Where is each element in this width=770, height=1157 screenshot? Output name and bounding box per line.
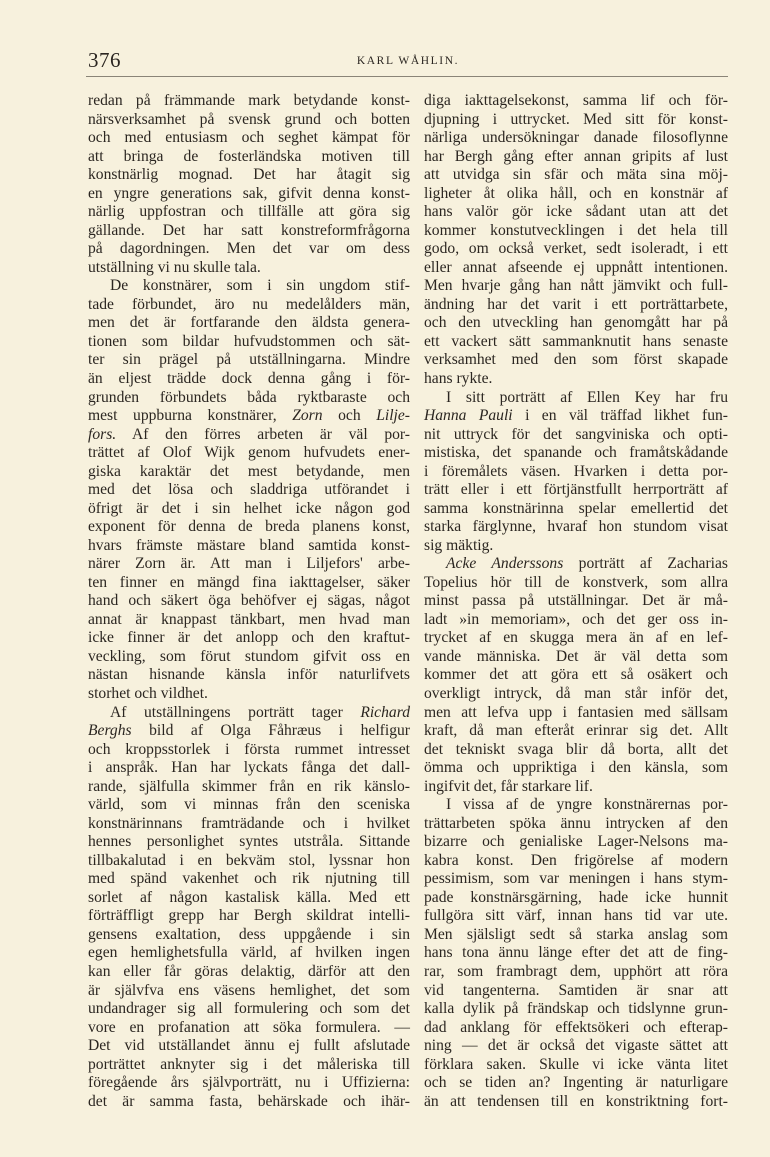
- text-segment: De konstnärer, som i sin ungdom stif-: [110, 277, 410, 295]
- text-line: [424, 778, 728, 797]
- text-line: [424, 259, 728, 278]
- text-line: [424, 685, 728, 704]
- text-line: [88, 815, 410, 834]
- text-line: [424, 796, 728, 815]
- text-segment: än eljest trädde dock denna gång i för-: [88, 369, 410, 387]
- text-line: [424, 722, 728, 741]
- text-segment: redan på främmande mark betydande konst-: [88, 92, 410, 109]
- text-line: [88, 982, 410, 1001]
- text-segment: öfrigt är det i sin helhet icke någon god: [88, 499, 410, 517]
- text-segment: det tekniskt svaga blir då borta, allt det: [424, 740, 728, 758]
- text-segment: Men hvarje gång han nått jämvikt och full-: [424, 277, 728, 295]
- text-line: [88, 944, 410, 963]
- text-segment: ändning har det varit i ett porträttarbete,: [424, 295, 728, 313]
- text-segment: ten finner en mängd fina iakttagelser, säker: [88, 573, 410, 591]
- text-line: [424, 518, 728, 537]
- text-segment: utställning vi nu skulle tala.: [88, 258, 261, 276]
- text-segment: nit uttryck för det sangviniska och opti-: [424, 425, 728, 443]
- text-segment: Men själsligt sedt så starka anslag som: [424, 925, 728, 943]
- text-line: [88, 92, 410, 111]
- text-segment: diga iakttagelsekonst, samma lif och för-: [424, 92, 728, 109]
- text-line: [424, 92, 728, 111]
- text-segment: giska karaktär det mest betydande, men: [88, 462, 410, 480]
- italic-name: Zorn: [292, 407, 323, 425]
- text-line: [424, 759, 728, 778]
- text-line: [424, 370, 728, 389]
- text-segment: ning — det är också det vigaste sättet att: [424, 1037, 728, 1055]
- text-segment: Topelius hör till de konstverk, som allra: [424, 573, 728, 591]
- text-line: [88, 778, 410, 797]
- text-line: [88, 592, 410, 611]
- text-line: [424, 982, 728, 1001]
- text-segment: men att lefva upp i fantasien med sällsam: [424, 703, 728, 721]
- text-segment: kabra konst. Den frigörelse af modern: [424, 851, 728, 869]
- text-line: [424, 537, 728, 556]
- text-line: [424, 111, 728, 130]
- text-segment: porträttet anknyter sig i det måleriska till: [88, 1055, 410, 1073]
- text-segment: värld, som vi minnas från den sceniska: [88, 796, 410, 814]
- text-segment: är självfva ens väsens hemlighet, det som: [88, 981, 410, 999]
- text-segment: vande människa. Det är väl detta som: [424, 647, 728, 665]
- text-segment: hans valör gör icke sådant utan att det: [424, 203, 728, 221]
- text-line: [88, 926, 410, 945]
- text-segment: exponent för denna de breda planens konst,: [88, 518, 410, 536]
- text-line: [424, 926, 728, 945]
- text-line: [88, 259, 410, 278]
- text-line: [424, 129, 728, 148]
- text-line: [88, 314, 410, 333]
- text-line: [88, 574, 410, 593]
- text-segment: pade konstnärsgärning, hade icke hunnit: [424, 888, 728, 906]
- text-line: [424, 555, 728, 574]
- text-line: [88, 1019, 410, 1038]
- text-segment: konstnärinnans framträdande och i hvilket: [88, 814, 410, 832]
- text-segment: annat är knappast tänkbart, men hvad man: [88, 610, 410, 628]
- text-line: [88, 1000, 410, 1019]
- text-line: [88, 796, 410, 815]
- text-segment: mest uppburna konstnärer,: [88, 407, 293, 425]
- text-segment: än att tendensen till en konstriktning fort-: [424, 1092, 728, 1110]
- text-segment: konstnärlig mognad. Det har åtagit sig: [88, 166, 410, 184]
- text-segment: hvars främste mästare bland samtida konst-: [88, 536, 410, 554]
- text-segment: eller annat afseende ej uppnått intentionen.: [424, 258, 728, 276]
- text-segment: med spänd vakenhet och rik njutning till: [88, 870, 410, 888]
- text-segment: ligheter åt olika håll, och en konstnär af: [424, 184, 728, 202]
- text-line: [424, 704, 728, 723]
- text-segment: kalla dylik på frändskap och tidslynne grun-: [424, 1000, 728, 1018]
- text-line: [88, 129, 410, 148]
- italic-name: Hanna Pauli: [424, 407, 513, 425]
- text-line: [88, 1037, 410, 1056]
- text-segment: ter sin prägel på utställningarna. Mindre: [88, 351, 410, 369]
- text-segment: Af utställningens porträtt tager: [110, 703, 361, 721]
- text-line: [88, 240, 410, 259]
- text-segment: att utvidga sin sfär och mäta sina möj-: [424, 166, 728, 184]
- text-segment: och den utveckling han genomgått har på: [424, 314, 728, 332]
- text-segment: ett vackert sätt sammanknutit hans senaste: [424, 332, 728, 350]
- text-segment: i en väl träffad likhet fun-: [512, 407, 728, 425]
- text-segment: storhet och vildhet.: [88, 685, 208, 702]
- text-segment: föregående års självporträtt, nu i Uffizierna:: [88, 1074, 410, 1092]
- text-line: [88, 833, 410, 852]
- text-segment: en yngre generations sak, gifvit denna konst-: [88, 184, 410, 202]
- text-line: [424, 240, 728, 259]
- text-line: [88, 648, 410, 667]
- text-line: [88, 333, 410, 352]
- text-line: [88, 870, 410, 889]
- text-line: [424, 870, 728, 889]
- text-segment: nästan hisnande känsla inför naturlifvets: [88, 666, 410, 684]
- text-line: [424, 815, 728, 834]
- text-segment: trätt eller i ett förtjänstfullt herrporträtt af: [424, 481, 728, 499]
- text-line: [424, 629, 728, 648]
- text-line: [424, 148, 728, 167]
- text-segment: vore en profanation att söka formulera. —: [88, 1018, 410, 1036]
- text-segment: men det är fortfarande den äldsta genera-: [88, 314, 410, 332]
- text-segment: Det vid utställandet ännu ej fullt afslutade: [88, 1037, 410, 1055]
- text-line: [424, 481, 728, 500]
- text-line: [424, 296, 728, 315]
- text-segment: trättarbeten spöka ännu intrycken af den: [424, 814, 728, 832]
- text-segment: närlig uppfostran och tillfälle att göra sig: [88, 203, 410, 221]
- text-line: [424, 1037, 728, 1056]
- text-segment: dad anklang för effektsökeri och efterap-: [424, 1018, 728, 1036]
- text-line: [88, 1056, 410, 1075]
- text-line: [88, 666, 410, 685]
- text-segment: har Bergh gång efter annan gripits af lust: [424, 147, 728, 165]
- text-segment: tade förbundet, äro nu medelålders män,: [88, 295, 410, 313]
- text-line: [88, 852, 410, 871]
- text-segment: rar, som frambragt dem, upphört att röra: [424, 962, 728, 980]
- text-segment: och med entusiasm och seghet kämpat för: [88, 129, 410, 147]
- text-segment: i anspråk. Han har lyckats fånga det dall-: [88, 759, 410, 777]
- text-segment: närliga undersökningar danade filosoflynne: [424, 129, 728, 147]
- italic-name: Richard: [360, 703, 410, 721]
- text-line: [424, 944, 728, 963]
- text-segment: hans tona ännu länge efter det att de fing-: [424, 944, 728, 962]
- text-segment: hans rykte.: [424, 369, 493, 387]
- text-segment: bild af Olga Fåhræus i helfigur: [131, 722, 410, 740]
- text-segment: trättet af Olof Wijk genom hufvudets ener-: [88, 444, 410, 462]
- text-line: [424, 741, 728, 760]
- text-line: [88, 1093, 410, 1112]
- text-line: [88, 611, 410, 630]
- text-segment: sig mäktig.: [424, 536, 494, 554]
- text-segment: djupning i uttrycket. Med sitt för konst-: [424, 110, 728, 128]
- text-segment: undandrager sig all formulering och som det: [88, 1000, 410, 1018]
- text-segment: mistiska, det spanande och framåtskådande: [424, 444, 728, 462]
- text-line: [88, 389, 410, 408]
- italic-name: Lilje-: [376, 407, 411, 425]
- text-segment: grunden förbundets båda ryktbaraste och: [88, 388, 410, 406]
- text-segment: overkligt intryck, då man står inför det,: [424, 685, 728, 702]
- text-column-right: [424, 92, 728, 1111]
- text-segment: samma konstnärinna spelar emellertid det: [424, 499, 728, 517]
- text-line: [88, 444, 410, 463]
- text-line: [88, 166, 410, 185]
- text-line: [424, 389, 728, 408]
- text-segment: förträffligt grepp har Bergh skildrat intelli-: [88, 907, 410, 925]
- text-line: [88, 185, 410, 204]
- text-line: [424, 1056, 728, 1075]
- text-line: [424, 351, 728, 370]
- text-line: [424, 166, 728, 185]
- text-line: [424, 314, 728, 333]
- text-line: [88, 351, 410, 370]
- text-line: [88, 111, 410, 130]
- text-segment: fullgöra sitt värf, innan hans tid var ute.: [424, 907, 728, 925]
- text-segment: kan eller får göras delaktig, därför att den: [88, 962, 410, 980]
- text-line: [88, 889, 410, 908]
- text-line: [424, 592, 728, 611]
- text-line: [88, 481, 410, 500]
- text-segment: tillbakalutad i en bekväm stol, lyssnar hon: [88, 851, 410, 869]
- text-line: [424, 407, 728, 426]
- text-segment: hand och säkert öga behöfver ej sägas, något: [88, 592, 410, 610]
- text-line: [424, 1074, 728, 1093]
- text-segment: i föremålets väsen. Hvarken i detta por-: [424, 462, 728, 480]
- text-segment: hennes personlighet syntes utstråla. Sittande: [88, 833, 410, 851]
- text-line: [424, 611, 728, 630]
- text-line: [88, 741, 410, 760]
- text-segment: och: [322, 407, 377, 425]
- text-segment: I vissa af de yngre konstnärernas por-: [446, 796, 728, 814]
- text-segment: tionen som bildar hufvudstommen och sät-: [88, 332, 410, 350]
- text-line: [424, 907, 728, 926]
- text-segment: sorlet af någon kastalisk källa. Med ett: [88, 888, 410, 906]
- text-line: [88, 685, 410, 704]
- text-column-left: [88, 92, 410, 1111]
- text-segment: på dagordningen. Men det var om dess: [88, 240, 410, 258]
- text-line: [424, 852, 728, 871]
- text-line: [424, 444, 728, 463]
- text-line: [424, 222, 728, 241]
- text-segment: godo, om också verket, sedt isoleradt, i ett: [424, 240, 728, 258]
- text-segment: det är samma fasta, behärskade och ihär-: [88, 1092, 410, 1110]
- text-line: [424, 1019, 728, 1038]
- text-segment: verksamhet med den som först skapade: [424, 351, 728, 369]
- text-line: [424, 203, 728, 222]
- text-line: [88, 629, 410, 648]
- text-segment: kommer konstutvecklingen i det hela till: [424, 221, 728, 239]
- text-line: [88, 426, 410, 445]
- text-line: [88, 296, 410, 315]
- text-segment: trycket af en skugga mera än af en lef-: [424, 629, 728, 647]
- text-line: [88, 222, 410, 241]
- text-segment: att bringa de fosterländska motiven till: [88, 147, 410, 165]
- text-line: [88, 518, 410, 537]
- text-line: [88, 722, 410, 741]
- text-line: [424, 833, 728, 852]
- text-line: [424, 648, 728, 667]
- text-line: [88, 407, 410, 426]
- text-line: [424, 185, 728, 204]
- text-line: [88, 907, 410, 926]
- italic-name: Acke Anderssons: [446, 555, 564, 573]
- text-line: [88, 537, 410, 556]
- text-segment: och kroppsstorlek i första rummet intresset: [88, 740, 410, 758]
- text-segment: I sitt porträtt af Ellen Key har fru: [446, 388, 728, 406]
- text-line: [424, 666, 728, 685]
- text-line: [424, 426, 728, 445]
- text-segment: närsverksamhet på svensk grund och botten: [88, 110, 410, 128]
- text-segment: ingifvit det, får starkare lif.: [424, 777, 593, 795]
- text-line: [88, 555, 410, 574]
- text-line: [424, 277, 728, 296]
- text-line: [424, 1000, 728, 1019]
- text-segment: rande, själfulla skimmer från en rik känslo-: [88, 777, 410, 795]
- text-segment: ladt »in memoriam», och det ger oss in-: [424, 610, 728, 628]
- text-segment: kommer det att göra ett så osäkert och: [424, 666, 728, 684]
- text-line: [88, 963, 410, 982]
- text-segment: minst passa på utställningar. Det är må-: [424, 592, 728, 610]
- text-segment: och se tiden an? Ingenting är naturligare: [424, 1074, 728, 1092]
- text-segment: gensens exaltation, dess uppgående i sin: [88, 925, 410, 943]
- text-line: [88, 1074, 410, 1093]
- text-line: [88, 370, 410, 389]
- text-segment: Af den förres arbeten är väl por-: [116, 425, 410, 443]
- text-segment: pessimism, som var meningen i hans stym-: [424, 870, 728, 888]
- text-segment: porträtt af Zacharias: [563, 555, 728, 573]
- text-segment: närer Zorn är. Att man i Liljefors' arbe-: [88, 555, 410, 573]
- text-segment: icke finner är det anlopp och den kraftut-: [88, 629, 410, 647]
- text-segment: veckling, som förut stundom gifvit oss en: [88, 647, 410, 665]
- text-line: [424, 963, 728, 982]
- text-line: [424, 500, 728, 519]
- text-line: [424, 1093, 728, 1112]
- text-segment: gällande. Det har satt konstreformfrågorna: [88, 221, 410, 239]
- page-number: 376: [88, 48, 121, 72]
- text-line: [88, 500, 410, 519]
- italic-name: fors.: [88, 425, 117, 443]
- header-rule: [86, 76, 728, 77]
- text-segment: starka färglynne, hvaraf hon stundom visat: [424, 518, 728, 536]
- text-line: [88, 759, 410, 778]
- text-line: [424, 333, 728, 352]
- running-title: KARL WÅHLIN.: [356, 55, 460, 67]
- text-segment: med det lösa och sladdriga utförandet i: [88, 481, 410, 499]
- text-segment: egen hemlighetsfulla värld, af hvilken ingen: [88, 944, 410, 962]
- text-segment: bizarre och genialiske Lager-Nelsons ma-: [424, 833, 728, 851]
- text-line: [88, 704, 410, 723]
- text-line: [88, 463, 410, 482]
- text-segment: ömma och uppriktiga i den känsla, som: [424, 759, 728, 777]
- text-segment: vid tangenterna. Samtiden är snar att: [424, 981, 728, 999]
- text-segment: kraft, då man efteråt erinrar sig det. Allt: [424, 722, 728, 740]
- text-line: [424, 889, 728, 908]
- text-line: [424, 463, 728, 482]
- italic-name: Berghs: [88, 722, 132, 740]
- text-segment: förklara saken. Skulle vi icke vänta litet: [424, 1055, 728, 1073]
- text-line: [88, 203, 410, 222]
- text-line: [424, 574, 728, 593]
- text-line: [88, 148, 410, 167]
- text-line: [88, 277, 410, 296]
